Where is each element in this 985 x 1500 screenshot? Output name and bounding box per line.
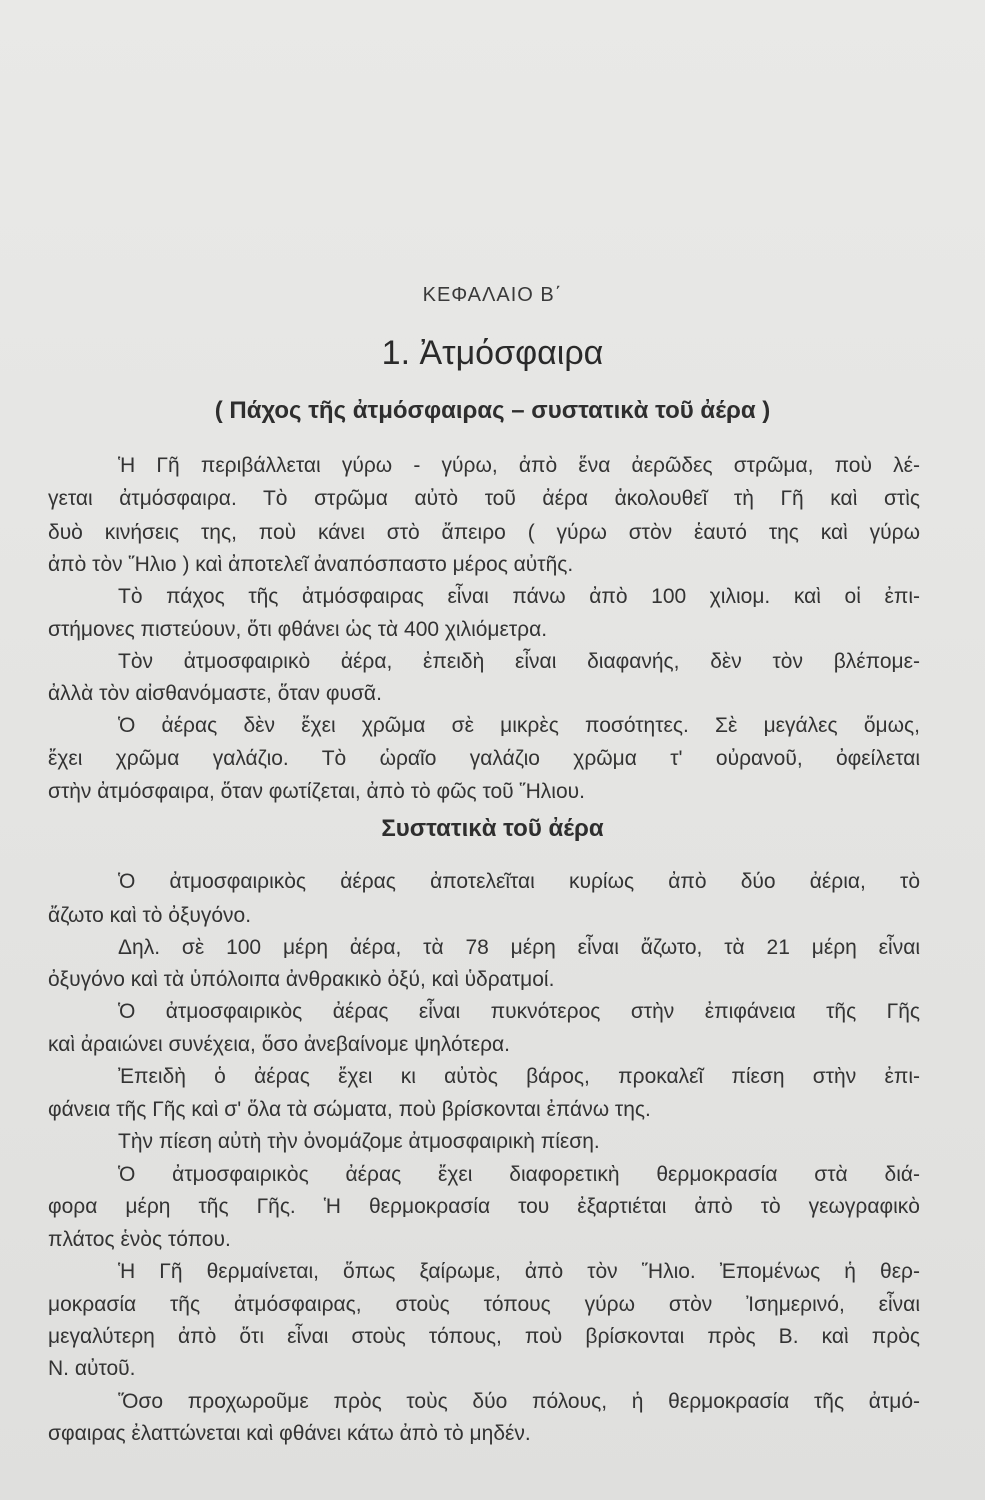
text-line: ὀξυγόνο καὶ τὰ ὑπόλοιπα ἀνθρακικὸ ὀξύ, καὶ ὑδρατμοί. — [48, 968, 555, 991]
text-line: σφαιρας ἐλαττώνεται καὶ φθάνει κάτω ἀπὸ τὸ μηδέν. — [48, 1422, 531, 1445]
text-line: φορα μέρη τῆς Γῆς. Ἡ θερμοκρασία του ἐξαρτιέται ἀπὸ τὸ γεωγραφικὸ — [48, 1195, 920, 1218]
text-line: Ἡ Γῆ θερμαίνεται, ὅπως ξαίρωμε, ἀπὸ τὸν Ἥλιο. Ἐπομένως ἡ θερ- — [118, 1260, 920, 1283]
text-line: στήμονες πιστεύουν, ὅτι φθάνει ὡς τὰ 400 χιλιόμετρα. — [48, 618, 548, 641]
text-line: Ν. αὐτοῦ. — [48, 1357, 136, 1380]
text-line: ἀπὸ τὸν Ἥλιο ) καὶ ἀποτελεῖ ἀναπόσπαστο μέρος αὐτῆς. — [48, 553, 574, 576]
text-line: μεγαλύτερη ἀπὸ ὅτι εἶναι στοὺς τόπους, ποὺ βρίσκονται πρὸς Β. καὶ πρὸς — [48, 1325, 920, 1348]
text-line: δυὸ κινήσεις της, ποὺ κάνει στὸ ἄπειρο ( γύρω στὸν ἑαυτό της καὶ γύρω — [48, 521, 920, 544]
text-line: ἄζωτο καὶ τὸ ὀξυγόνο. — [48, 904, 252, 927]
text-line: Ἡ Γῆ περιβάλλεται γύρω - γύρω, ἀπὸ ἕνα ἀερῶδες στρῶμα, ποὺ λέ- — [118, 454, 920, 477]
text-line: πλάτος ἑνὸς τόπου. — [48, 1228, 231, 1251]
text-line: Ὅσο προχωροῦμε πρὸς τοὺς δύο πόλους, ἡ θερμοκρασία τῆς ἀτμό- — [118, 1390, 920, 1413]
text-line: Τὸν ἀτμοσφαιρικὸ ἀέρα, ἐπειδὴ εἶναι διαφανής, δὲν τὸν βλέπομε- — [118, 650, 920, 673]
text-line: Τὸ πάχος τῆς ἀτμόσφαιρας εἶναι πάνω ἀπὸ 100 χιλιομ. καὶ οἱ ἐπι- — [118, 585, 920, 608]
text-line: καὶ ἀραιώνει συνέχεια, ὅσο ἀνεβαίνομε ψηλότερα. — [48, 1033, 511, 1056]
section-heading: Συστατικὰ τοῦ ἀέρα — [381, 815, 604, 842]
text-line: Δηλ. σὲ 100 μέρη ἀέρα, τὰ 78 μέρη εἶναι ἄζωτο, τὰ 21 μέρη εἶναι — [118, 936, 920, 959]
text-line: στὴν ἀτμόσφαιρα, ὅταν φωτίζεται, ἀπὸ τὸ φῶς τοῦ Ἥλιου. — [48, 780, 585, 803]
text-line: ἀλλὰ τὸν αἰσθανόμαστε, ὅταν φυσᾶ. — [48, 682, 382, 705]
text-line: Ὁ ἀέρας δὲν ἔχει χρῶμα σὲ μικρὲς ποσότητες. Σὲ μεγάλες ὅμως, — [118, 714, 920, 737]
chapter-label: ΚΕΦΑΛΑΙΟ Β΄ — [422, 284, 563, 306]
text-line: Τὴν πίεση αὐτὴ τὴν ὀνομάζομε ἀτμοσφαιρικὴ πίεση. — [118, 1130, 600, 1153]
text-line: γεται ἀτμόσφαιρα. Τὸ στρῶμα αὐτὸ τοῦ ἀέρα ἀκολουθεῖ τὴ Γῆ καὶ στὶς — [48, 487, 920, 510]
subtitle: ( Πάχος τῆς ἀτμόσφαιρας – συστατικὰ τοῦ ἀέρα ) — [214, 397, 771, 424]
text-line: ἔχει χρῶμα γαλάζιο. Τὸ ὡραῖο γαλάζιο χρῶμα τ' οὐρανοῦ, ὀφείλεται — [48, 747, 920, 770]
text-line: Ὁ ἀτμοσφαιρικὸς ἀέρας ἀποτελεῖται κυρίως ἀπὸ δύο ἀέρια, τὸ — [118, 870, 920, 893]
text-line: Ἐπειδὴ ὁ ἀέρας ἔχει κι αὐτὸς βάρος, προκαλεῖ πίεση στὴν ἐπι- — [118, 1065, 920, 1088]
text-line: Ὁ ἀτμοσφαιρικὸς ἀέρας ἔχει διαφορετικὴ θερμοκρασία στὰ διά- — [118, 1163, 920, 1186]
page-title: 1. Ἀτμόσφαιρα — [381, 334, 604, 372]
text-line: Ὁ ἀτμοσφαιρικὸς ἀέρας εἶναι πυκνότερος στὴν ἐπιφάνεια τῆς Γῆς — [118, 1000, 920, 1023]
text-line: μοκρασία τῆς ἀτμόσφαιρας, στοὺς τόπους γύρω στὸν Ἰσημερινό, εἶναι — [48, 1293, 920, 1316]
text-line: φάνεια τῆς Γῆς καὶ σ' ὅλα τὰ σώματα, ποὺ βρίσκονται ἐπάνω της. — [48, 1098, 651, 1121]
